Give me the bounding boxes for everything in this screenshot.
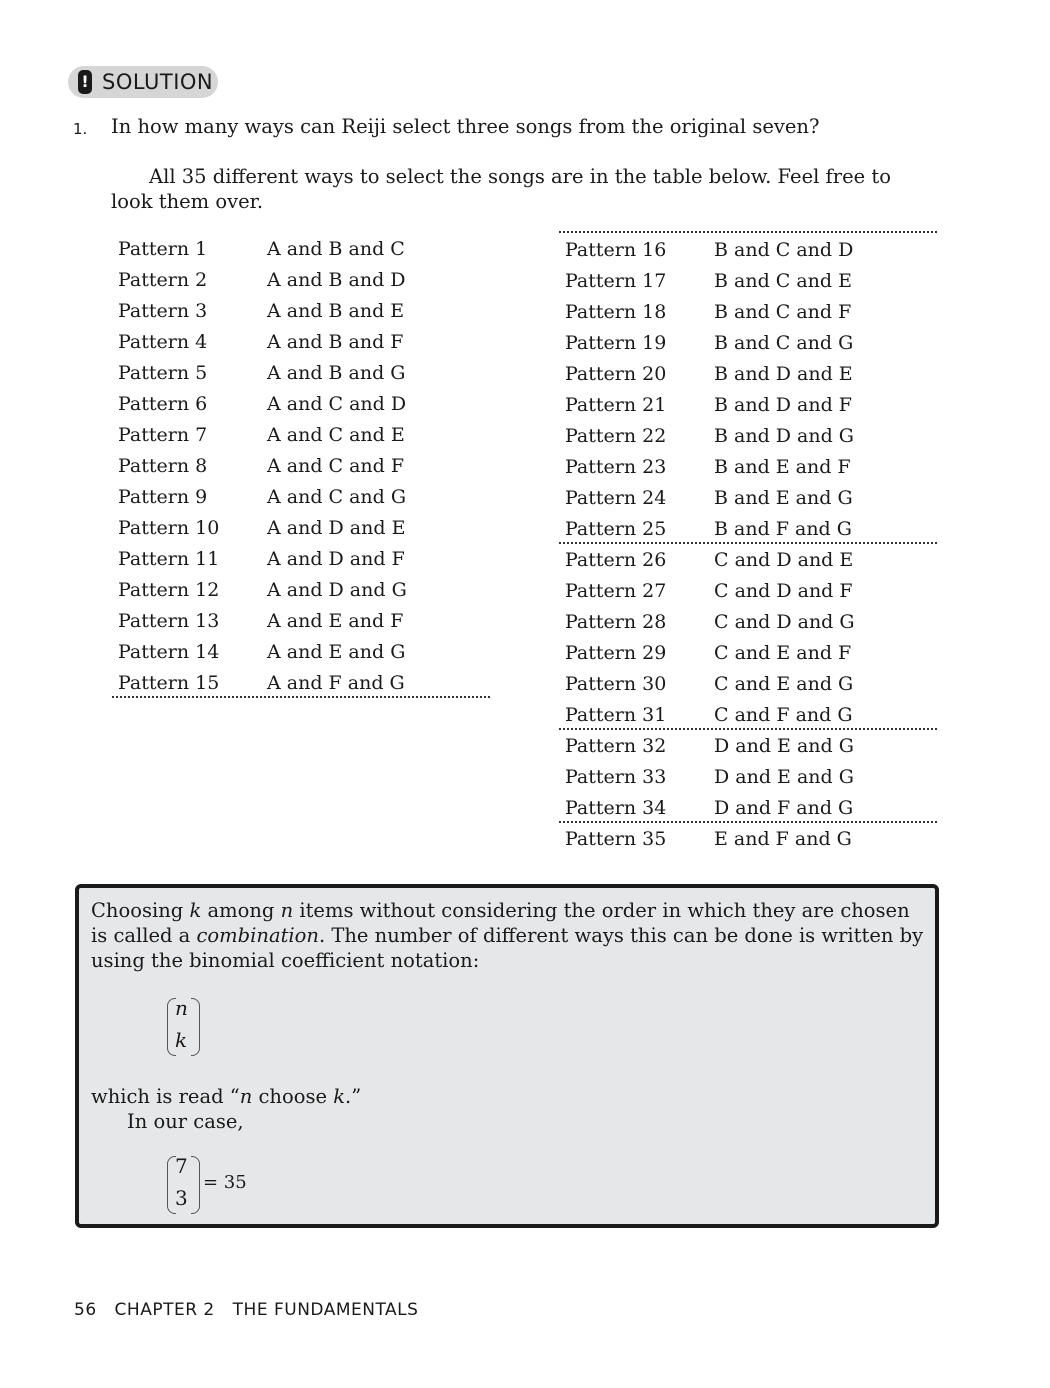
pattern-label: Pattern 3: [118, 300, 208, 322]
pattern-label: Pattern 29: [565, 642, 667, 664]
pattern-songs: A and D and G: [267, 579, 407, 601]
pattern-songs: A and B and D: [267, 269, 406, 291]
pattern-row: [112, 358, 490, 389]
solution-badge: [68, 66, 218, 98]
pattern-label: Pattern 15: [118, 672, 220, 694]
pattern-label: Pattern 32: [565, 735, 667, 757]
case-text: In our case,: [127, 1110, 244, 1133]
pattern-label: Pattern 11: [118, 548, 220, 570]
pattern-row: [112, 668, 490, 699]
pattern-row: [112, 265, 490, 296]
solution-title: SOLUTION: [102, 70, 214, 94]
pattern-songs: B and C and E: [714, 270, 852, 292]
binomial-notation: n k: [167, 996, 207, 1058]
pattern-row: [112, 606, 490, 637]
definition-box: [75, 884, 939, 1228]
pattern-songs: A and B and C: [267, 238, 405, 260]
pattern-row: [559, 483, 937, 514]
read-as-text: which is read “n choose k.”: [91, 1085, 362, 1108]
pattern-songs: C and D and G: [714, 611, 855, 633]
pattern-songs: D and E and G: [714, 735, 854, 757]
pattern-songs: A and C and F: [267, 455, 405, 477]
pattern-songs: A and F and G: [267, 672, 405, 694]
pattern-label: Pattern 8: [118, 455, 208, 477]
pattern-label: Pattern 17: [565, 270, 667, 292]
pattern-row: [112, 296, 490, 327]
pattern-row: [112, 234, 490, 265]
pattern-label: Pattern 19: [565, 332, 667, 354]
pattern-label: Pattern 28: [565, 611, 667, 633]
pattern-label: Pattern 18: [565, 301, 667, 323]
pattern-list-right: [559, 235, 937, 855]
pattern-label: Pattern 30: [565, 673, 667, 695]
chapter-title: THE FUNDAMENTALS: [232, 1300, 419, 1320]
pattern-songs: A and B and G: [267, 362, 406, 384]
pattern-row: [559, 297, 937, 328]
pattern-label: Pattern 4: [118, 331, 208, 353]
question-text: In how many ways can Reiji select three songs from the original seven?: [111, 115, 820, 138]
example-result: = 35: [203, 1172, 247, 1193]
definition-text: Choosing k among n items without considering the order in which they are chosen is called a combination. The number of different ways this can be done is written by using the binomial coefficient notation:: [91, 899, 924, 972]
pattern-label: Pattern 1: [118, 238, 208, 260]
pattern-row: [112, 482, 490, 513]
pattern-songs: C and F and G: [714, 704, 853, 726]
pattern-label: Pattern 7: [118, 424, 208, 446]
pattern-row: [559, 421, 937, 452]
pattern-row: [559, 731, 937, 762]
chapter-label: CHAPTER 2: [114, 1300, 215, 1320]
pattern-row: [559, 700, 937, 731]
pattern-songs: A and B and F: [267, 331, 404, 353]
pattern-row: [559, 390, 937, 421]
pattern-label: Pattern 6: [118, 393, 208, 415]
pattern-songs: C and E and F: [714, 642, 852, 664]
pattern-songs: A and E and G: [267, 641, 406, 663]
pattern-songs: C and D and F: [714, 580, 853, 602]
pattern-row: [559, 328, 937, 359]
page-footer: [74, 1300, 430, 1320]
pattern-songs: B and F and G: [714, 518, 852, 540]
pattern-label: Pattern 13: [118, 610, 220, 632]
pattern-label: Pattern 12: [118, 579, 220, 601]
exclamation-icon: !: [78, 70, 92, 94]
binomial-example: 7 3: [167, 1154, 207, 1216]
pattern-label: Pattern 35: [565, 828, 667, 850]
combination-term: combination: [196, 924, 319, 947]
pattern-row: [112, 544, 490, 575]
pattern-songs: B and D and F: [714, 394, 852, 416]
pattern-songs: D and E and G: [714, 766, 854, 788]
pattern-label: Pattern 9: [118, 486, 208, 508]
pattern-label: Pattern 21: [565, 394, 667, 416]
pattern-row: [112, 327, 490, 358]
page-number: 56: [74, 1300, 97, 1320]
pattern-songs: B and E and G: [714, 487, 853, 509]
pattern-songs: A and C and E: [267, 424, 405, 446]
pattern-row: [112, 420, 490, 451]
pattern-songs: A and C and D: [267, 393, 407, 415]
pattern-label: Pattern 14: [118, 641, 220, 663]
pattern-row: [559, 545, 937, 576]
pattern-songs: B and C and G: [714, 332, 854, 354]
pattern-row: [559, 638, 937, 669]
pattern-label: Pattern 26: [565, 549, 667, 571]
pattern-row: [559, 762, 937, 793]
pattern-label: Pattern 5: [118, 362, 208, 384]
pattern-songs: A and E and F: [267, 610, 404, 632]
pattern-songs: B and D and G: [714, 425, 854, 447]
pattern-row: [559, 514, 937, 545]
pattern-songs: E and F and G: [714, 828, 852, 850]
pattern-row: [559, 235, 937, 266]
pattern-songs: B and D and E: [714, 363, 853, 385]
pattern-label: Pattern 25: [565, 518, 667, 540]
pattern-row: [112, 637, 490, 668]
pattern-label: Pattern 16: [565, 239, 667, 261]
pattern-row: [112, 389, 490, 420]
pattern-songs: A and D and F: [267, 548, 405, 570]
pattern-list-left: [112, 234, 490, 699]
pattern-label: Pattern 22: [565, 425, 667, 447]
pattern-label: Pattern 34: [565, 797, 667, 819]
pattern-songs: B and C and F: [714, 301, 852, 323]
pattern-row: [559, 669, 937, 700]
pattern-row: [559, 576, 937, 607]
pattern-label: Pattern 24: [565, 487, 667, 509]
pattern-songs: C and D and E: [714, 549, 854, 571]
pattern-row: [559, 266, 937, 297]
pattern-label: Pattern 31: [565, 704, 667, 726]
pattern-row: [559, 824, 937, 855]
pattern-row: [112, 513, 490, 544]
pattern-row: [559, 793, 937, 824]
pattern-songs: A and C and G: [267, 486, 407, 508]
pattern-row: [112, 575, 490, 606]
pattern-songs: D and F and G: [714, 797, 854, 819]
pattern-label: Pattern 27: [565, 580, 667, 602]
pattern-songs: C and E and G: [714, 673, 854, 695]
intro-paragraph: All 35 different ways to select the songs are in the table below. Feel free to look them over.: [111, 165, 891, 213]
pattern-row: [559, 359, 937, 390]
pattern-songs: A and B and E: [267, 300, 405, 322]
question-number: 1.: [73, 120, 88, 138]
pattern-row: [112, 451, 490, 482]
pattern-label: Pattern 20: [565, 363, 667, 385]
pattern-row: [559, 452, 937, 483]
pattern-label: Pattern 23: [565, 456, 667, 478]
pattern-label: Pattern 2: [118, 269, 208, 291]
pattern-songs: B and C and D: [714, 239, 854, 261]
pattern-row: [559, 607, 937, 638]
pattern-songs: B and E and F: [714, 456, 851, 478]
pattern-songs: A and D and E: [267, 517, 406, 539]
pattern-label: Pattern 33: [565, 766, 667, 788]
pattern-label: Pattern 10: [118, 517, 220, 539]
